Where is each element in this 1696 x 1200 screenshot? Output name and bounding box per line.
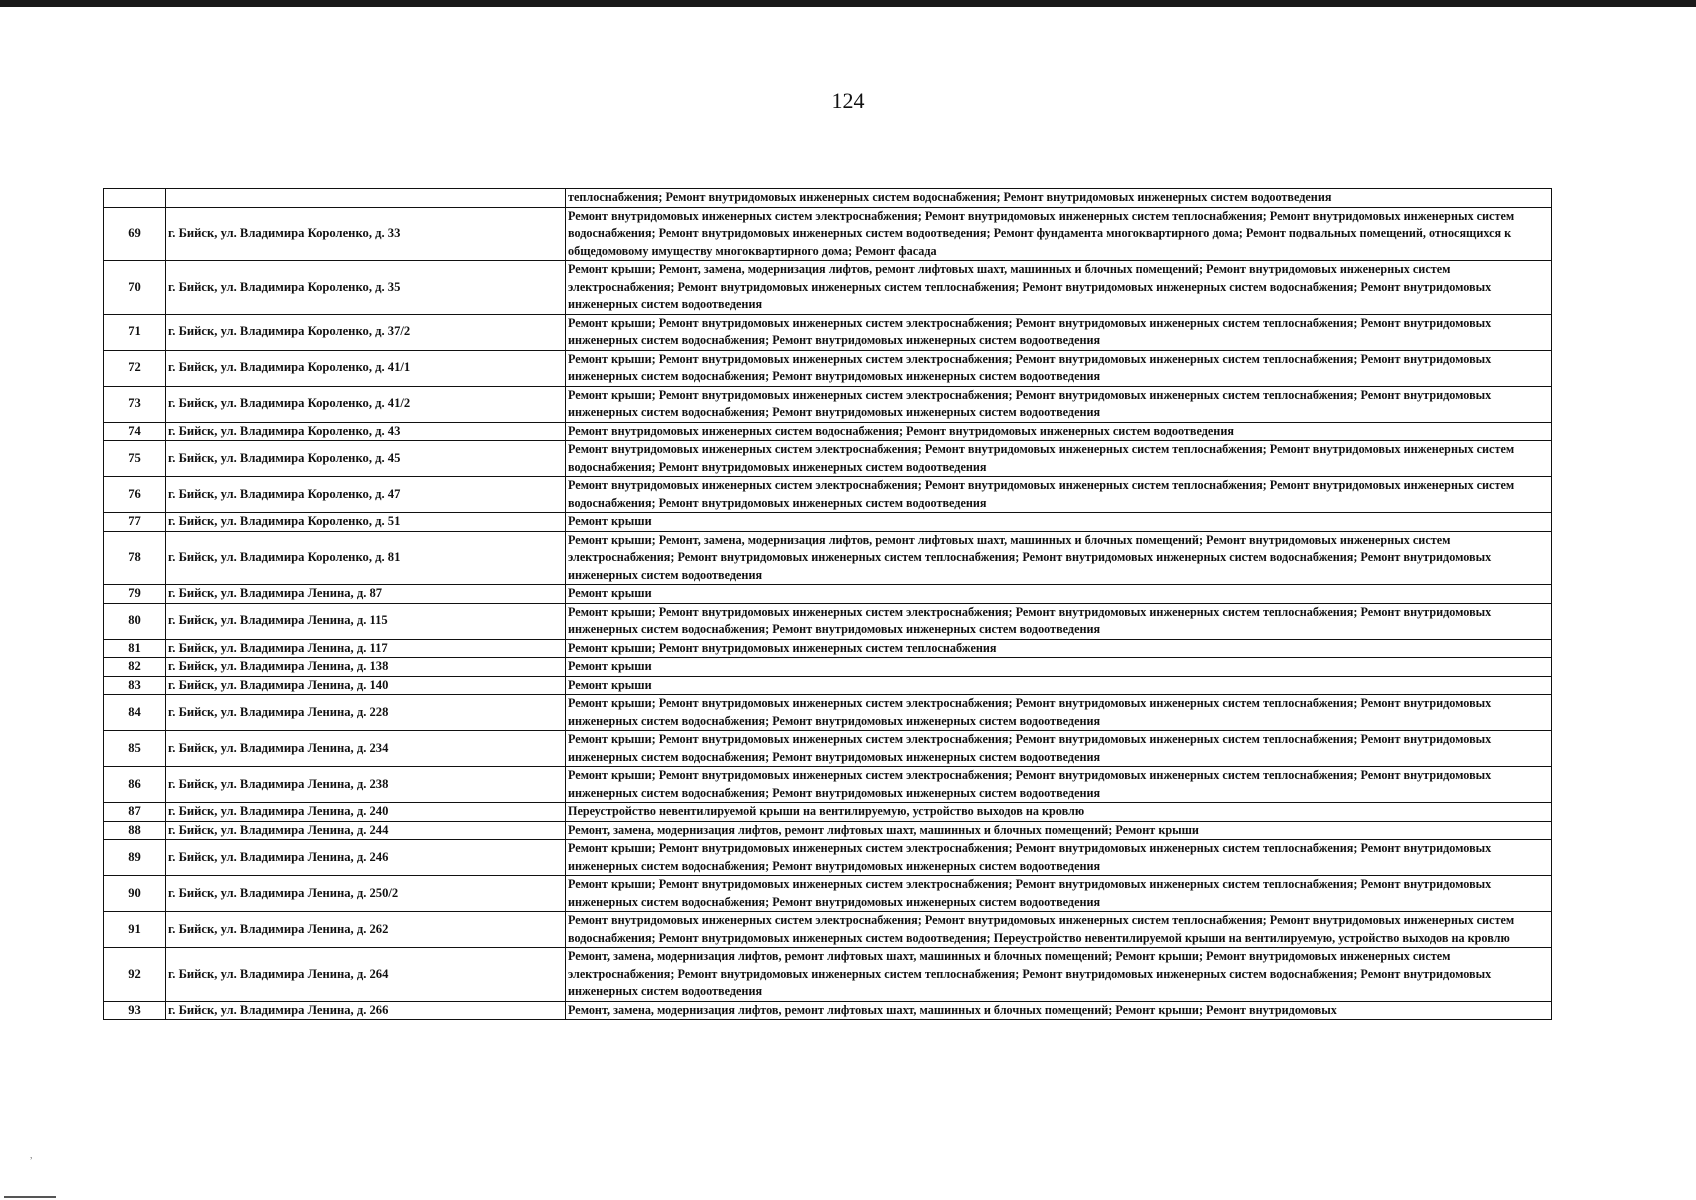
row-number-cell: 79: [104, 585, 166, 604]
table-row: [104, 441, 1552, 477]
scan-margin-mark: [4, 1196, 56, 1198]
works-cell: Ремонт крыши; Ремонт внутридомовых инженерных систем электроснабжения; Ремонт внутридомовых инженерных систем теплоснабжения; Ремонт внутридомовых инженерных систем водоснабжения; Ремонт внутридомовых инженерных систем водоотведения: [566, 350, 1552, 386]
address-cell: г. Бийск, ул. Владимира Короленко, д. 37/2: [166, 314, 566, 350]
row-number-cell: 81: [104, 639, 166, 658]
table-row: [104, 261, 1552, 315]
works-cell: Ремонт внутридомовых инженерных систем водоснабжения; Ремонт внутридомовых инженерных систем водоотведения: [566, 422, 1552, 441]
address-cell: г. Бийск, ул. Владимира Короленко, д. 45: [166, 441, 566, 477]
works-cell: Ремонт крыши: [566, 585, 1552, 604]
scan-speck: ,: [30, 1150, 33, 1161]
row-number-cell: 70: [104, 261, 166, 315]
address-cell: г. Бийск, ул. Владимира Ленина, д. 115: [166, 603, 566, 639]
address-cell: г. Бийск, ул. Владимира Ленина, д. 238: [166, 767, 566, 803]
table-row: [104, 350, 1552, 386]
address-cell: г. Бийск, ул. Владимира Ленина, д. 87: [166, 585, 566, 604]
table-row: [104, 767, 1552, 803]
table-row: [104, 658, 1552, 677]
address-cell: г. Бийск, ул. Владимира Ленина, д. 262: [166, 912, 566, 948]
row-number-cell: 72: [104, 350, 166, 386]
row-number-cell: 69: [104, 207, 166, 261]
address-cell: г. Бийск, ул. Владимира Ленина, д. 240: [166, 803, 566, 822]
address-cell: г. Бийск, ул. Владимира Ленина, д. 228: [166, 695, 566, 731]
table-row: [104, 477, 1552, 513]
row-number-cell: 86: [104, 767, 166, 803]
address-cell: г. Бийск, ул. Владимира Ленина, д. 246: [166, 840, 566, 876]
row-number-cell: 78: [104, 531, 166, 585]
works-cell: Ремонт крыши; Ремонт, замена, модернизация лифтов, ремонт лифтовых шахт, машинных и блочных помещений; Ремонт внутридомовых инженерных систем электроснабжения; Ремонт внутридомовых инженерных систем теплоснабжения; Ремонт внутридомовых инженерных систем водоснабжения; Ремонт внутридомовых инженерных систем водоотведения: [566, 261, 1552, 315]
works-cell: Ремонт крыши: [566, 513, 1552, 532]
address-cell: г. Бийск, ул. Владимира Короленко, д. 43: [166, 422, 566, 441]
table-row: [104, 639, 1552, 658]
works-cell: Ремонт крыши; Ремонт внутридомовых инженерных систем электроснабжения; Ремонт внутридомовых инженерных систем теплоснабжения; Ремонт внутридомовых инженерных систем водоснабжения; Ремонт внутридомовых инженерных систем водоотведения: [566, 386, 1552, 422]
address-cell: г. Бийск, ул. Владимира Ленина, д. 266: [166, 1001, 566, 1020]
works-cell: Ремонт крыши; Ремонт внутридомовых инженерных систем теплоснабжения: [566, 639, 1552, 658]
table-row: [104, 314, 1552, 350]
row-number-cell: 74: [104, 422, 166, 441]
row-number-cell: 88: [104, 821, 166, 840]
address-cell: г. Бийск, ул. Владимира Ленина, д. 244: [166, 821, 566, 840]
works-cell: Ремонт, замена, модернизация лифтов, ремонт лифтовых шахт, машинных и блочных помещений; Ремонт крыши; Ремонт внутридомовых: [566, 1001, 1552, 1020]
row-number-cell: 87: [104, 803, 166, 822]
works-cell: Ремонт крыши; Ремонт внутридомовых инженерных систем электроснабжения; Ремонт внутридомовых инженерных систем теплоснабжения; Ремонт внутридомовых инженерных систем водоснабжения; Ремонт внутридомовых инженерных систем водоотведения: [566, 603, 1552, 639]
top-scan-border: [0, 0, 1696, 7]
address-cell: г. Бийск, ул. Владимира Ленина, д. 138: [166, 658, 566, 677]
table-row: [104, 513, 1552, 532]
address-cell: г. Бийск, ул. Владимира Короленко, д. 51: [166, 513, 566, 532]
table-row: [104, 803, 1552, 822]
works-cell: Ремонт, замена, модернизация лифтов, ремонт лифтовых шахт, машинных и блочных помещений; Ремонт крыши: [566, 821, 1552, 840]
row-number-cell: 77: [104, 513, 166, 532]
table-row: [104, 731, 1552, 767]
table-row: [104, 876, 1552, 912]
works-cell: Ремонт, замена, модернизация лифтов, ремонт лифтовых шахт, машинных и блочных помещений; Ремонт крыши; Ремонт внутридомовых инженерных систем электроснабжения; Ремонт внутридомовых инженерных систем теплоснабжения; Ремонт внутридомовых инженерных систем водоснабжения; Ремонт внутридомовых инженерных систем водоотведения: [566, 948, 1552, 1002]
table-row: [104, 585, 1552, 604]
row-number-cell: 73: [104, 386, 166, 422]
table-row: [104, 695, 1552, 731]
table-row: [104, 207, 1552, 261]
row-number-cell: 93: [104, 1001, 166, 1020]
works-cell: Ремонт крыши; Ремонт внутридомовых инженерных систем электроснабжения; Ремонт внутридомовых инженерных систем теплоснабжения; Ремонт внутридомовых инженерных систем водоснабжения; Ремонт внутридомовых инженерных систем водоотведения: [566, 695, 1552, 731]
works-cell: Ремонт крыши; Ремонт, замена, модернизация лифтов, ремонт лифтовых шахт, машинных и блочных помещений; Ремонт внутридомовых инженерных систем электроснабжения; Ремонт внутридомовых инженерных систем теплоснабжения; Ремонт внутридомовых инженерных систем водоснабжения; Ремонт внутридомовых инженерных систем водоотведения: [566, 531, 1552, 585]
works-cell: Ремонт крыши: [566, 676, 1552, 695]
table-row: [104, 1001, 1552, 1020]
address-cell: г. Бийск, ул. Владимира Ленина, д. 264: [166, 948, 566, 1002]
works-cell: Ремонт внутридомовых инженерных систем электроснабжения; Ремонт внутридомовых инженерных систем теплоснабжения; Ремонт внутридомовых инженерных систем водоснабжения; Ремонт внутридомовых инженерных систем водоотведения; Ремонт фундамента многоквартирного дома; Ремонт подвальных помещений, относящихся к общедомовому имуществу многоквартирного дома; Ремонт фасада: [566, 207, 1552, 261]
table-row: [104, 386, 1552, 422]
table-row: [104, 840, 1552, 876]
repair-registry-table: [103, 188, 1552, 1020]
table-row: [104, 422, 1552, 441]
row-number-cell: 91: [104, 912, 166, 948]
row-number-cell: [104, 189, 166, 208]
works-cell: Ремонт крыши; Ремонт внутридомовых инженерных систем электроснабжения; Ремонт внутридомовых инженерных систем теплоснабжения; Ремонт внутридомовых инженерных систем водоснабжения; Ремонт внутридомовых инженерных систем водоотведения: [566, 767, 1552, 803]
table-row: [104, 948, 1552, 1002]
table-row: [104, 531, 1552, 585]
works-cell: Ремонт внутридомовых инженерных систем электроснабжения; Ремонт внутридомовых инженерных систем теплоснабжения; Ремонт внутридомовых инженерных систем водоснабжения; Ремонт внутридомовых инженерных систем водоотведения: [566, 441, 1552, 477]
works-cell: теплоснабжения; Ремонт внутридомовых инженерных систем водоснабжения; Ремонт внутридомовых инженерных систем водоотведения: [566, 189, 1552, 208]
row-number-cell: 76: [104, 477, 166, 513]
works-cell: Ремонт крыши: [566, 658, 1552, 677]
works-cell: Ремонт внутридомовых инженерных систем электроснабжения; Ремонт внутридомовых инженерных систем теплоснабжения; Ремонт внутридомовых инженерных систем водоснабжения; Ремонт внутридомовых инженерных систем водоотведения; Переустройство невентилируемой крыши на вентилируемую, устройство выходов на кровлю: [566, 912, 1552, 948]
table-body: [104, 189, 1552, 1020]
address-cell: [166, 189, 566, 208]
table-row: [104, 676, 1552, 695]
address-cell: г. Бийск, ул. Владимира Короленко, д. 41/1: [166, 350, 566, 386]
address-cell: г. Бийск, ул. Владимира Ленина, д. 250/2: [166, 876, 566, 912]
table-row: [104, 821, 1552, 840]
address-cell: г. Бийск, ул. Владимира Короленко, д. 33: [166, 207, 566, 261]
address-cell: г. Бийск, ул. Владимира Короленко, д. 41/2: [166, 386, 566, 422]
address-cell: г. Бийск, ул. Владимира Короленко, д. 81: [166, 531, 566, 585]
row-number-cell: 89: [104, 840, 166, 876]
works-cell: Ремонт внутридомовых инженерных систем электроснабжения; Ремонт внутридомовых инженерных систем теплоснабжения; Ремонт внутридомовых инженерных систем водоснабжения; Ремонт внутридомовых инженерных систем водоотведения: [566, 477, 1552, 513]
table-row: [104, 189, 1552, 208]
works-cell: Переустройство невентилируемой крыши на вентилируемую, устройство выходов на кровлю: [566, 803, 1552, 822]
works-cell: Ремонт крыши; Ремонт внутридомовых инженерных систем электроснабжения; Ремонт внутридомовых инженерных систем теплоснабжения; Ремонт внутридомовых инженерных систем водоснабжения; Ремонт внутридомовых инженерных систем водоотведения: [566, 731, 1552, 767]
address-cell: г. Бийск, ул. Владимира Короленко, д. 35: [166, 261, 566, 315]
table-row: [104, 603, 1552, 639]
page-number: 124: [831, 88, 865, 113]
row-number-cell: 84: [104, 695, 166, 731]
address-cell: г. Бийск, ул. Владимира Ленина, д. 117: [166, 639, 566, 658]
row-number-cell: 75: [104, 441, 166, 477]
works-cell: Ремонт крыши; Ремонт внутридомовых инженерных систем электроснабжения; Ремонт внутридомовых инженерных систем теплоснабжения; Ремонт внутридомовых инженерных систем водоснабжения; Ремонт внутридомовых инженерных систем водоотведения: [566, 840, 1552, 876]
row-number-cell: 80: [104, 603, 166, 639]
address-cell: г. Бийск, ул. Владимира Ленина, д. 140: [166, 676, 566, 695]
address-cell: г. Бийск, ул. Владимира Короленко, д. 47: [166, 477, 566, 513]
works-cell: Ремонт крыши; Ремонт внутридомовых инженерных систем электроснабжения; Ремонт внутридомовых инженерных систем теплоснабжения; Ремонт внутридомовых инженерных систем водоснабжения; Ремонт внутридомовых инженерных систем водоотведения: [566, 314, 1552, 350]
address-cell: г. Бийск, ул. Владимира Ленина, д. 234: [166, 731, 566, 767]
table-row: [104, 912, 1552, 948]
row-number-cell: 82: [104, 658, 166, 677]
row-number-cell: 85: [104, 731, 166, 767]
works-cell: Ремонт крыши; Ремонт внутридомовых инженерных систем электроснабжения; Ремонт внутридомовых инженерных систем теплоснабжения; Ремонт внутридомовых инженерных систем водоснабжения; Ремонт внутридомовых инженерных систем водоотведения: [566, 876, 1552, 912]
row-number-cell: 71: [104, 314, 166, 350]
row-number-cell: 90: [104, 876, 166, 912]
row-number-cell: 92: [104, 948, 166, 1002]
row-number-cell: 83: [104, 676, 166, 695]
